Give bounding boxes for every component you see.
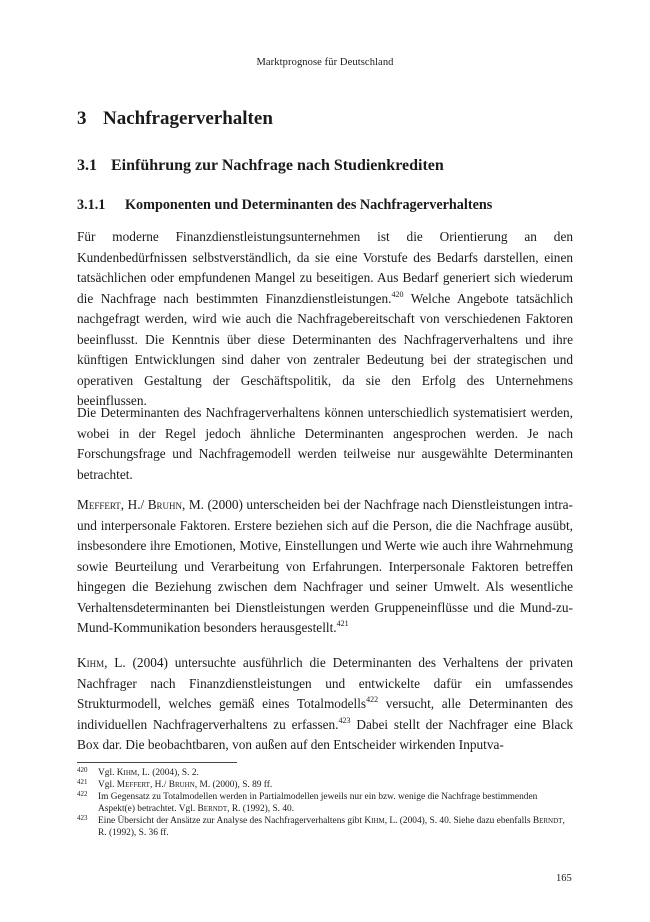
footnote-number: 423 bbox=[77, 814, 88, 822]
paragraph-2 bbox=[77, 403, 573, 485]
footnote-ref-422: 422 bbox=[366, 695, 379, 704]
footnote-text: Im Gegensatz zu Totalmodellen werden in Partialmodellen jeweils nur ein bzw. wenige die Nachfrage bestimmenden Aspekt(e) betrachtet. Vgl. bbox=[98, 792, 538, 814]
footnote-422 bbox=[77, 791, 573, 815]
footnote-text: , R. (1992), S. 36 ff. bbox=[98, 816, 565, 838]
paragraph-3-text: (2000) unterscheiden bei der Nachfrage nach Dienstleistungen intra- und interpersonale Faktoren. Erstere beziehen sich auf die Person, die die Nachfrage ausübt, insbesondere ihre Emotionen, Motive, Einstellungen und Werte wie auch ihre Wahrnehmung sowie Beurteilung und Verarbeitung von Erfahrungen. Interpersonale Faktoren betreffen hingegen die Beziehung zwischen dem Nachfrager und seiner Umwelt. Als wesentliche Verhaltensdeterminanten bei Dienstleistungen werden Gruppeneinflüsse und die Mund-zu-Mund-Kommunikation besonders herausgestellt. bbox=[77, 497, 573, 635]
footnote-number: 421 bbox=[77, 778, 88, 786]
footnote-author: Kihm bbox=[116, 768, 138, 778]
section-number: 3.1 bbox=[77, 157, 97, 174]
footnote-author: Meffert bbox=[116, 780, 150, 790]
footnote-number: 422 bbox=[77, 790, 88, 798]
section-heading bbox=[77, 157, 444, 175]
paragraph-4-text-c: Dabei stellt der Nachfrager eine Black Box dar. Die beobachtbaren, von außen auf den Entscheider wirkenden Inputva- bbox=[77, 716, 573, 752]
paragraph-4-text-b: versucht, alle Determinanten des individuellen Nachfragerverhaltens zu erfassen. bbox=[77, 696, 573, 732]
footnote-text: Vgl. bbox=[98, 768, 117, 778]
paragraph-4-text-a: (2004) untersuchte ausführlich die Determinanten des Verhaltens der privaten Nachfrager nach Finanzdienstleistungen und entwickelte dafür ein umfassendes Strukturmodell, welches gemäß eines Totalmodells bbox=[77, 655, 573, 711]
footnote-number: 420 bbox=[77, 766, 88, 774]
page-number: 165 bbox=[556, 873, 572, 884]
chapter-title: Nachfragerverhalten bbox=[103, 108, 273, 129]
footnote-ref-423: 423 bbox=[338, 715, 351, 725]
paragraph-2-text: Die Determinanten des Nachfragerverhaltens können unterschiedlich systematisiert werden, wobei in der Regel jedoch ähnliche Determinanten angesprochen werden. Je nach Forschungsfrage und Nachfragemodell werden teilweise nur ausgewählte Determinanten betrachtet. bbox=[77, 405, 573, 482]
footnote-text: Vgl. bbox=[98, 780, 117, 790]
footnote-text: , R. (1992), S. 40. bbox=[227, 804, 295, 814]
footnote-divider bbox=[77, 762, 237, 763]
paragraph-3 bbox=[77, 495, 573, 639]
chapter-number: 3 bbox=[77, 108, 87, 129]
footnote-ref-421: 421 bbox=[336, 619, 349, 628]
subsection-number: 3.1.1 bbox=[77, 197, 106, 213]
footnote-420 bbox=[77, 767, 573, 779]
footnote-text: , H./ bbox=[149, 780, 169, 790]
footnote-ref-420: 420 bbox=[391, 289, 404, 299]
paragraph-1-text-b: Welche Angebote tatsächlich nachgefragt werden, wird wie auch die Nachfragebereitschaft von verschiedenen Faktoren beeinflusst. Die Kenntnis über diese Determinanten des Nachfragerverhaltens und ihre künftigen Entwicklungen sind daher von zentraler Bedeutung bei der strategischen und operativen Gestaltung der Geschäftspolitik, da sie den Erfolg des Unternehmens beeinflussen. bbox=[77, 290, 573, 408]
subsection-title: Komponenten und Determinanten des Nachfragerverhaltens bbox=[125, 197, 493, 213]
paragraph-1 bbox=[77, 227, 573, 412]
footnotes bbox=[77, 767, 573, 839]
footnote-text: Eine Übersicht der Ansätze zur Analyse des Nachfragerverhaltens gibt bbox=[98, 816, 365, 826]
footnote-author: Kihm bbox=[364, 816, 385, 826]
chapter-heading bbox=[77, 108, 273, 130]
footnote-text: , M. (2000), S. 89 ff. bbox=[194, 780, 273, 790]
paragraph-1-text-a: Für moderne Finanzdienstleistungsunternehmen ist die Orientierung an den Kundenbedürfnissen selbstverständlich, da sie eine Vorstufe des Bedarfs darstellen, einen tatsächlichen oder empfundenen Mangel zu beseitigen. Aus Bedarf generiert sich wiederum die Nachfrage nach bestimmten Finanzdienstleistungen. bbox=[77, 229, 573, 306]
footnote-author: Berndt bbox=[532, 816, 563, 826]
paragraph-4-author: Kihm, L. bbox=[77, 655, 126, 670]
footnote-author: Bruhn bbox=[168, 780, 195, 790]
footnote-421 bbox=[77, 779, 573, 791]
paragraph-4 bbox=[77, 653, 573, 756]
subsection-heading bbox=[77, 197, 492, 214]
footnote-author: Berndt bbox=[197, 804, 228, 814]
footnote-423 bbox=[77, 815, 573, 839]
footnote-text: , L. (2004), S. 2. bbox=[137, 768, 199, 778]
footnote-text: , L. (2004), S. 40. Siehe dazu ebenfalls bbox=[384, 816, 533, 826]
section-title: Einführung zur Nachfrage nach Studienkrediten bbox=[111, 157, 444, 174]
running-head: Marktprognose für Deutschland bbox=[256, 57, 394, 68]
paragraph-3-author: Meffert, H./ Bruhn, M. bbox=[77, 497, 205, 512]
